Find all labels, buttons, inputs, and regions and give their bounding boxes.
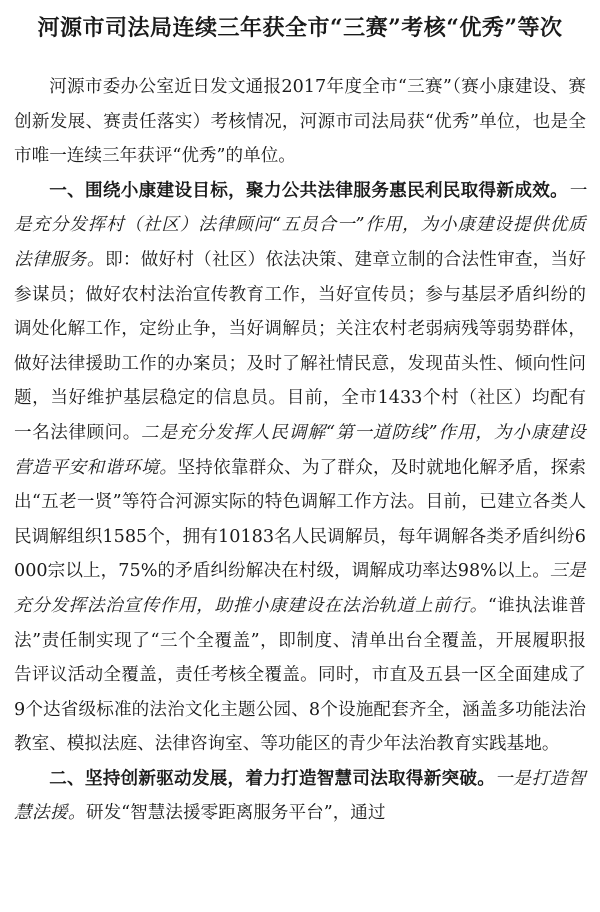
paragraph-section-one [14,174,586,762]
section-heading: 一、围绕小康建设目标，聚力公共法律服务惠民利民取得新成效。 [49,179,568,201]
paragraph-text: 河源市委办公室近日发文通报2017年度全市“三赛”（赛小康建设、赛创新发展、赛责任落实）考核情况，河源市司法局获“优秀”单位，也是全市唯一连续三年获评“优秀”的单位。 [14,77,586,167]
point-heading: 一是打造智慧法援。 [14,768,586,824]
paragraph-intro [14,70,586,174]
paragraph-text: 即：做好村（社区）依法决策、建章立制的合法性审查，当好参谋员；做好农村法治宣传教育工作，当好宣传员；参与基层矛盾纠纷的调处化解工作，定纷止争，当好调解员；关注农村老弱病残等弱势群体，做好法律援助工作的办案员；及时了解社情民意，发现苗头性、倾向性问题，当好维护基层稳定的信息员。目前，全市1433个村（社区）均配有一名法律顾问。 [14,249,586,443]
document-title: 河源市司法局连续三年获全市“三赛”考核“优秀”等次 [37,15,563,41]
section-heading: 二、坚持创新驱动发展，着力打造智慧司法取得新突破。 [49,767,496,789]
document-body [14,70,586,831]
point-heading: 三是充分发挥法治宣传作用，助推小康建设在法治轨道上前行。 [14,561,586,616]
paragraph-text: “谁执法谁普法”责任制实现了“三个全覆盖”，即制度、清单出台全覆盖，开展履职报告评议活动全覆盖，责任考核全覆盖。同时，市直及五县一区全面建成了9个达省级标准的法治文化主题公园、8个设施配套齐全，涵盖多功能法治教室、模拟法庭、法律咨询室、等功能区的青少年法治教育实践基地。 [14,595,586,755]
point-heading: 二是充分发挥人民调解“第一道防线”作用，为小康建设营造平安和谐环境。 [14,422,586,478]
paragraph-text: 坚持依靠群众、为了群众，及时就地化解矛盾，探索出“五老一贤”等符合河源实际的特色调解工作方法。目前，已建立各类人民调解组织1585个，拥有10183名人民调解员，每年调解各类矛盾纠纷6000宗以上，75%的矛盾纠纷解决在村级，调解成功率达98%以上。 [14,457,586,582]
paragraph-section-two [14,762,586,831]
point-heading: 一是充分发挥村（社区）法律顾问“五员合一”作用，为小康建设提供优质法律服务。 [14,180,586,270]
paragraph-text: 研发“智慧法援零距离服务平台”，通过 [85,803,386,824]
